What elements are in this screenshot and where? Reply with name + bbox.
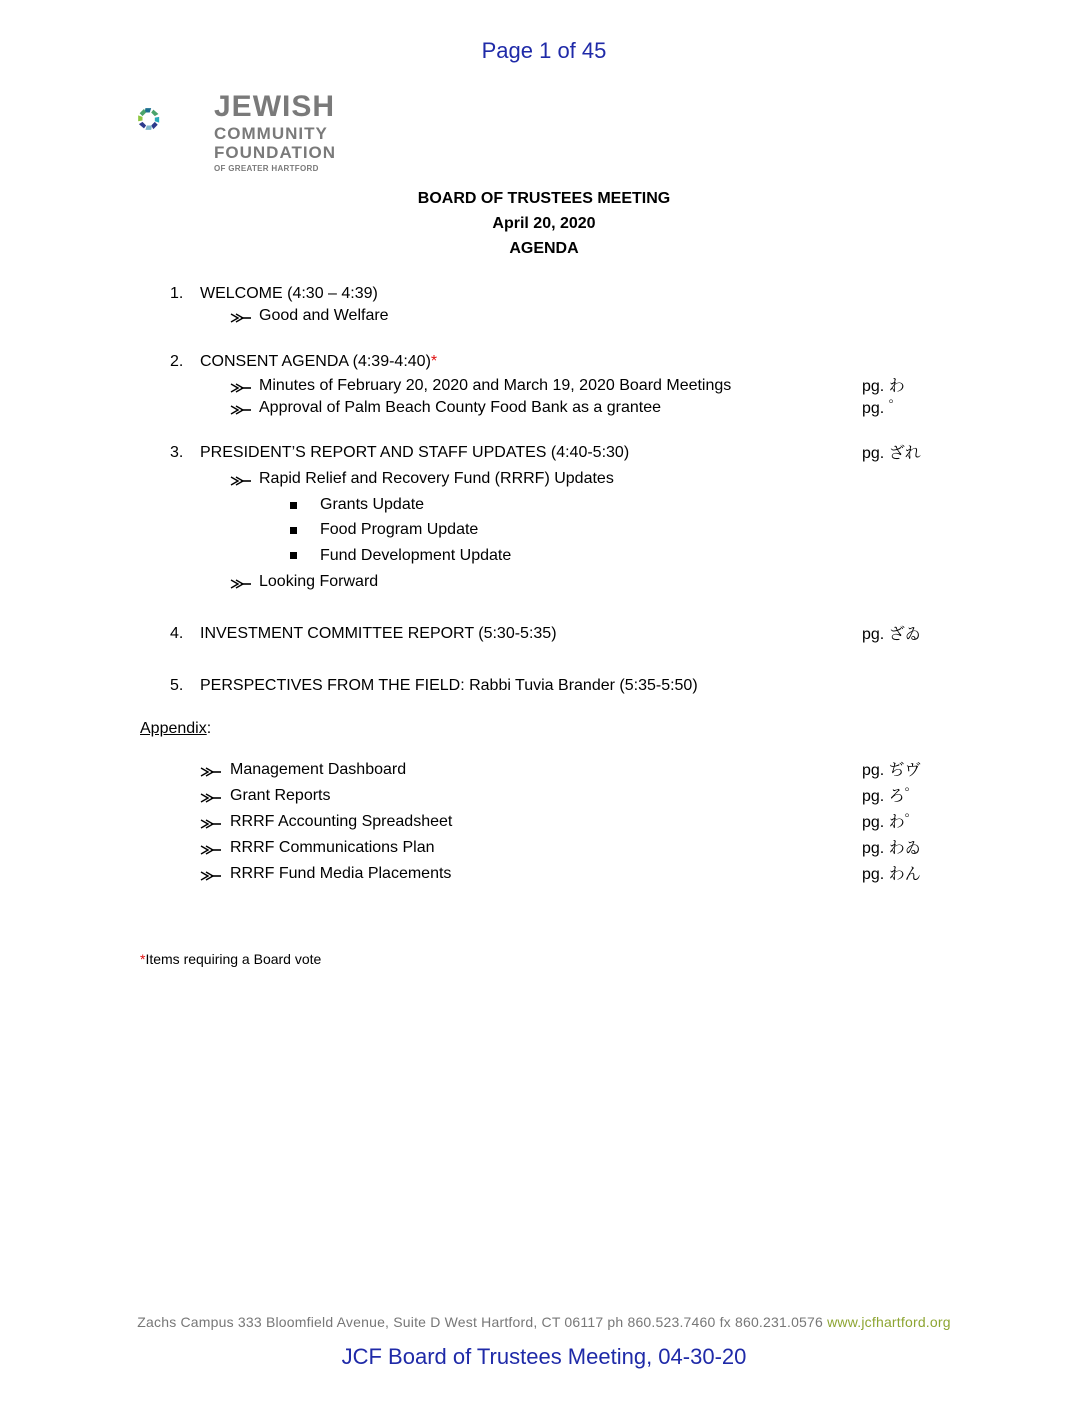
page-number-header: Page 1 of 45 (481, 38, 607, 63)
logo-line-jewish: JEWISH (214, 90, 336, 123)
agenda-item-2-sub-1: Minutes of February 20, 2020 and March 19, 2020 Board Meetings (259, 377, 732, 394)
page-ref-label: pg. (862, 840, 885, 857)
footer-document-title: JCF Board of Trustees Meeting, 04-30-20 (341, 1344, 747, 1369)
appendix-item: Grant Reports (230, 787, 331, 804)
agenda-item-3-text: PRESIDENT’S REPORT AND STAFF UPDATES (4:40-5:30) (200, 444, 630, 461)
page-ref-label: pg. (862, 762, 885, 779)
page-ref-value: ろ゜ (888, 786, 921, 805)
logo-line-foundation: FOUNDATION (214, 143, 337, 162)
footer-website-link[interactable]: www.jcfhartford.org (827, 1314, 951, 1330)
agenda-item-1-sub-1: Good and Welfare (259, 307, 389, 324)
appendix-item: RRRF Accounting Spreadsheet (230, 813, 453, 830)
page-ref-label: pg. (862, 400, 885, 417)
appendix-item: Management Dashboard (230, 761, 407, 778)
appendix-label: Appendix (140, 720, 207, 737)
page-ref-label: pg. (862, 445, 885, 462)
page-ref-label: pg. (862, 378, 885, 395)
agenda-item-3-sub-2: Looking Forward (259, 573, 379, 590)
page-ref-label: pg. (862, 814, 885, 831)
agenda-item-3-sub-1: Rapid Relief and Recovery Fund (RRRF) Updates (259, 470, 614, 487)
page-ref-row (862, 786, 921, 807)
logo-wordmark (214, 92, 336, 173)
page-ref-value: わゐ (888, 838, 921, 857)
agenda-item-4-text: INVESTMENT COMMITTEE REPORT (5:30-5:35) (200, 625, 557, 642)
page-ref-value: わん (888, 864, 921, 883)
document-title-block (0, 186, 1088, 261)
page-ref-row (862, 838, 921, 859)
arrow-bullet-icon (230, 403, 252, 417)
page-ref-value: ゜ (888, 398, 905, 417)
agenda-item-5-text: PERSPECTIVES FROM THE FIELD: Rabbi Tuvia Brander (5:35-5:50) (200, 677, 698, 694)
arrow-bullet-icon (230, 381, 252, 395)
board-vote-note (140, 951, 321, 967)
agenda-heading: AGENDA (509, 240, 579, 257)
agenda-item-1-number: 1. (170, 285, 184, 302)
footer-address (0, 1314, 1088, 1330)
page-ref-value: ざれ (888, 443, 921, 462)
agenda-item-3-subsub-1: Grants Update (320, 496, 425, 513)
page-ref-label: pg. (862, 626, 885, 643)
page-ref-row (862, 443, 921, 464)
agenda-item-1-text: WELCOME (4:30 – 4:39) (200, 285, 378, 302)
arrow-bullet-icon (200, 817, 222, 831)
board-vote-note-text: Items requiring a Board vote (145, 951, 322, 967)
page-ref-value: わ゜ (888, 812, 921, 831)
arrow-bullet-icon (200, 765, 222, 779)
arrow-bullet-icon (200, 869, 222, 883)
agenda-item-4-number: 4. (170, 625, 184, 642)
arrow-bullet-icon (230, 577, 252, 591)
agenda-item-3-subsub-3: Fund Development Update (320, 547, 512, 564)
page-ref-value: わ (888, 376, 905, 395)
footer-address-text: Zachs Campus 333 Bloomfield Avenue, Suite D West Hartford, CT 06117 ph 860.523.7460 fx 860.231.0576 (137, 1314, 828, 1330)
agenda-item-3-number: 3. (170, 444, 184, 461)
page-ref-label: pg. (862, 866, 885, 883)
page-ref-value: ぢヴ (888, 760, 921, 779)
page-ref-row (862, 376, 905, 397)
appendix-heading (140, 719, 211, 739)
appendix-item: RRRF Fund Media Placements (230, 865, 452, 882)
page-ref-row (862, 812, 921, 833)
vote-required-star: * (430, 353, 438, 370)
square-bullet-icon (290, 527, 297, 534)
arrow-bullet-icon (200, 843, 222, 857)
agenda-item-2-text: CONSENT AGENDA (4:39-4:40) (200, 353, 431, 370)
agenda-item-2-number: 2. (170, 353, 184, 370)
page-ref-row (862, 624, 921, 645)
page-ref-value: ざゐ (888, 624, 921, 643)
square-bullet-icon (290, 552, 297, 559)
page-ref-row (862, 864, 921, 885)
vote-required-star: * (140, 951, 146, 967)
square-bullet-icon (290, 502, 297, 509)
meeting-date: April 20, 2020 (492, 215, 596, 232)
agenda-item-5-number: 5. (170, 677, 184, 694)
page-ref-row (862, 760, 921, 781)
arrow-bullet-icon (230, 474, 252, 488)
logo-line-greater-hartford: OF GREATER HARTFORD (214, 164, 319, 173)
meeting-title: BOARD OF TRUSTEES MEETING (417, 190, 671, 207)
agenda-item-2-sub-2: Approval of Palm Beach County Food Bank as a grantee (259, 399, 662, 416)
logo-line-community: COMMUNITY (214, 124, 328, 143)
jcf-star-logo-icon (136, 92, 212, 154)
arrow-bullet-icon (230, 311, 252, 325)
arrow-bullet-icon (200, 791, 222, 805)
appendix-colon: : (206, 720, 212, 737)
page-ref-row (862, 398, 905, 419)
appendix-item: RRRF Communications Plan (230, 839, 435, 856)
page-ref-label: pg. (862, 788, 885, 805)
agenda-item-3-subsub-2: Food Program Update (320, 521, 479, 538)
agenda-item-2-text-row (200, 352, 437, 372)
